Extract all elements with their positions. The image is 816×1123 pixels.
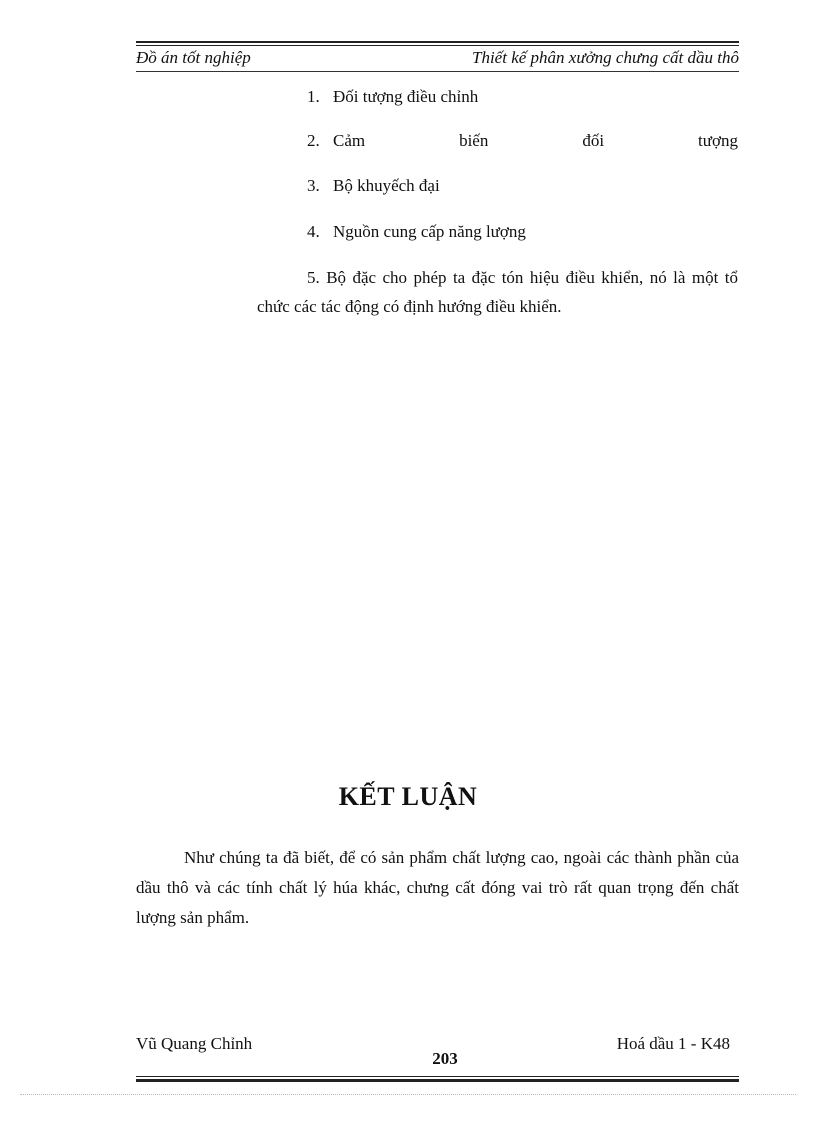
- list-item-text: Nguồn cung cấp năng lượng: [333, 222, 526, 241]
- list-item-number: 1.: [307, 87, 320, 106]
- page-number: 203: [432, 1049, 458, 1068]
- page-edge-dots: [20, 1094, 796, 1095]
- list-item-4: [307, 222, 526, 242]
- list-item-text: Bộ khuyếch đại: [333, 176, 440, 195]
- conclusion-paragraph: Như chúng ta đã biết, để có sản phẩm chất lượng cao, ngoài các thành phần của dầu thô và các tính chất lý húa khác, chưng cất đóng vai trò rất quan trọng đến chất lượng sản phẩm.: [136, 848, 739, 927]
- list-item-1: [307, 87, 478, 107]
- header-underline: [136, 71, 739, 72]
- footer-rule-thin: [136, 1076, 739, 1077]
- header-rule-thin: [136, 45, 739, 46]
- footer-rule-thick: [136, 1079, 739, 1082]
- list-item-word: biến: [459, 131, 489, 150]
- list-item-word: tượng: [698, 131, 738, 150]
- list-item-word: Cảm: [333, 131, 366, 150]
- header-left-text: Đồ án tốt nghiệp: [136, 48, 251, 67]
- footer-author: Vũ Quang Chỉnh: [136, 1034, 253, 1053]
- list-item-number: 3.: [307, 176, 320, 195]
- footer-class: Hoá dầu 1 - K48: [616, 1034, 730, 1053]
- list-item-5: 5. Bộ đặc cho phép ta đặc tón hiệu điều khiển, nó là một tổ chức các tác động có định hướng điều khiển.: [257, 268, 738, 316]
- section-title: KẾT LUẬN: [338, 782, 478, 811]
- header-right-text: Thiết kế phân xưởng chưng cất dầu thô: [472, 48, 739, 67]
- list-item-2: [307, 131, 738, 151]
- list-item-number: 2.: [307, 131, 320, 150]
- list-item-3: [307, 176, 440, 196]
- list-item-number: 4.: [307, 222, 320, 241]
- list-item-text: Đối tượng điều chỉnh: [333, 87, 479, 106]
- list-item-word: đối: [582, 131, 605, 150]
- list-item-number-and-word: [307, 131, 365, 151]
- header-rule-top: [136, 41, 739, 43]
